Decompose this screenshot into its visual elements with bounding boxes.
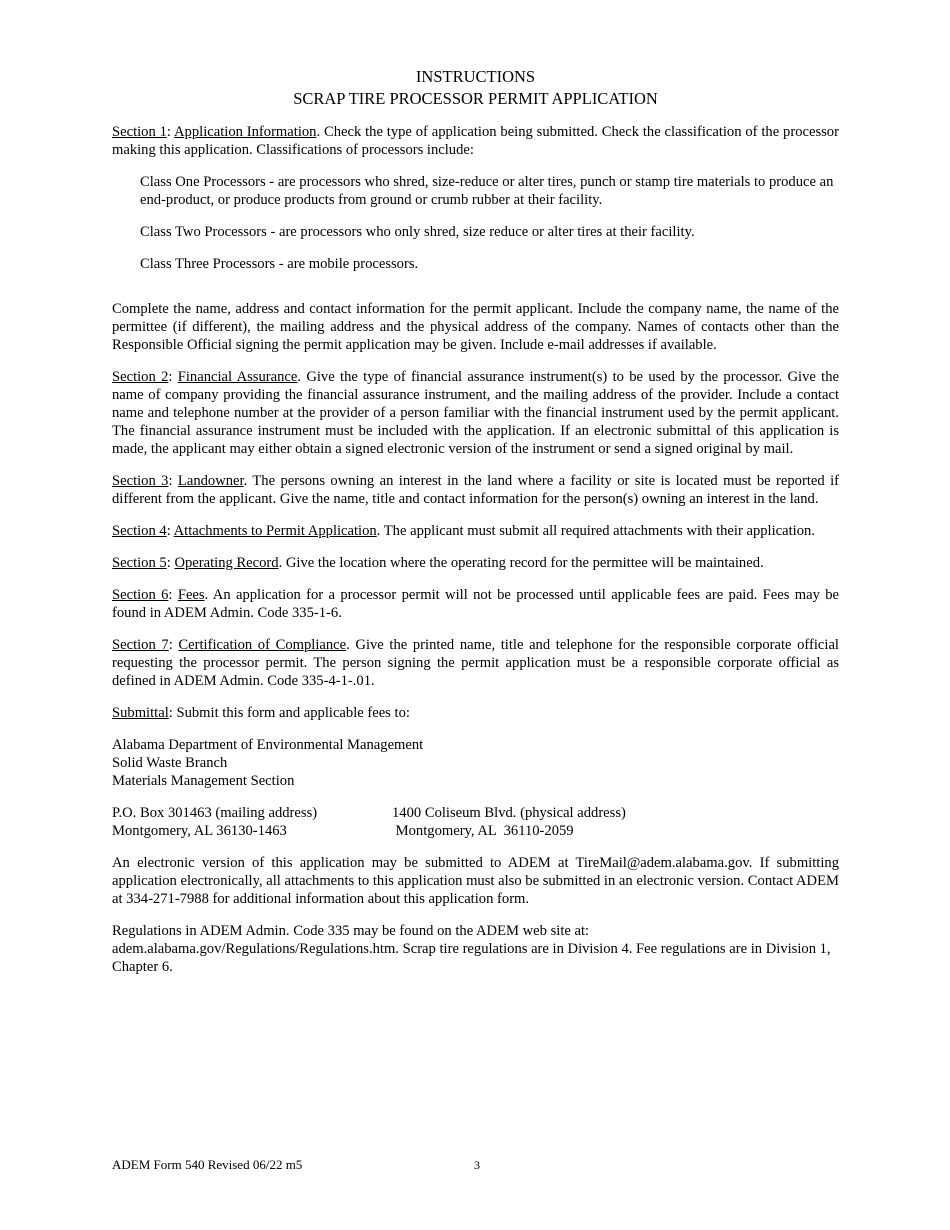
section-6-text: . An application for a processor permit will not be processed until applicable fees are paid. Fees may be found in ADEM Admin. Code 335-1-6.	[112, 587, 839, 621]
class-one-description: Class One Processors - are processors who shred, size-reduce or alter tires, punch or stamp tire materials to produce an end-product, or produce products from ground or crumb rubber at their facility.	[140, 174, 834, 208]
physical-address-line-2: Montgomery, AL 36110-2059	[392, 823, 574, 839]
contact-info-paragraph: Complete the name, address and contact information for the permit applicant. Include the company name, the name of the permittee (if different), the mailing address and the physical address of the company. Names of contacts other than the Responsible Official signing the permit application may be given. Include e-mail addresses if available.	[112, 301, 839, 353]
section-7-label: Section 7	[112, 637, 169, 653]
page-number: 3	[474, 1158, 480, 1172]
section-1-paragraph: Section 1: Application Information. Check the type of application being submitted. Check the classification of the processor making this application. Classifications of processors include:	[112, 124, 839, 158]
mailing-address-line-1: P.O. Box 301463 (mailing address)	[112, 805, 318, 821]
section-1-text: . Check the type of application being submitted. Check the classification of the processor making this application. Classifications of processors include:	[112, 124, 839, 158]
title-line-2: SCRAP TIRE PROCESSOR PERMIT APPLICATION	[293, 89, 658, 108]
section-5-text: . Give the location where the operating record for the permittee will be maintained.	[278, 555, 764, 571]
agency-line-1: Alabama Department of Environmental Management	[112, 737, 424, 753]
section-4-paragraph: Section 4: Attachments to Permit Application. The applicant must submit all required attachments with their application.	[112, 523, 815, 539]
section-5-paragraph: Section 5: Operating Record. Give the location where the operating record for the permittee will be maintained.	[112, 555, 764, 571]
section-2-label: Section 2	[112, 369, 169, 385]
section-3-paragraph: Section 3: Landowner. The persons owning an interest in the land where a facility or site is located must be reported if different from the applicant. Give the name, title and contact information for the person(s) owning an interest in the land.	[112, 473, 839, 507]
section-2-heading: Financial Assurance	[177, 369, 298, 385]
section-1-label: Section 1	[112, 124, 167, 140]
form-footer: ADEM Form 540 Revised 06/22 m5	[112, 1157, 303, 1172]
section-5-heading: Operating Record	[174, 555, 279, 571]
section-3-text: . The persons owning an interest in the land where a facility or site is located must be reported if different from the applicant. Give the name, title and contact information for the person(s) owning an interest in the land.	[112, 473, 839, 507]
physical-address-line-1: 1400 Coliseum Blvd. (physical address)	[392, 805, 626, 821]
section-4-heading: Attachments to Permit Application	[173, 523, 377, 539]
submittal-label: Submittal	[112, 705, 169, 721]
agency-address	[112, 736, 839, 790]
document-body	[112, 66, 839, 976]
section-5-label: Section 5	[112, 555, 167, 571]
section-2-paragraph: Section 2: Financial Assurance. Give the type of financial assurance instrument(s) to be used by the processor. Give the name of company providing the financial assurance instrument, and the mailing address of the provider. Include a contact name and telephone number at the provider of a person familiar with the financial instrument used by the permit applicant. The financial assurance instrument must be included with the application. If an electronic submittal of this application is made, the applicant may either obtain a signed electronic version of the instrument or send a signed original by mail.	[112, 369, 840, 457]
agency-line-2: Solid Waste Branch	[112, 755, 228, 771]
section-4-label: Section 4	[112, 523, 167, 539]
regulations-line-2: adem.alabama.gov/Regulations/Regulations.htm. Scrap tire regulations are in Division 4. Fee regulations are in Division 1, Chapter 6.	[112, 941, 831, 975]
submittal-text: : Submit this form and applicable fees to:	[168, 705, 410, 721]
section-6-heading: Fees	[177, 587, 205, 603]
mailing-address-line-2: Montgomery, AL 36130-1463	[112, 823, 287, 839]
regulations-line-1: Regulations in ADEM Admin. Code 335 may be found on the ADEM web site at:	[112, 923, 590, 939]
section-2-text: . Give the type of financial assurance instrument(s) to be used by the processor. Give the name of company providing the financial assurance instrument, and the mailing address of the provider. Include a contact name and telephone number at the provider of a person familiar with the financial instrument used by the permit applicant. The financial assurance instrument must be included with the application. If an electronic submittal of this application is made, the applicant may either obtain a signed electronic version of the instrument or send a signed original by mail.	[112, 369, 840, 457]
submittal-paragraph	[112, 704, 839, 722]
regulations-paragraph	[112, 922, 839, 976]
page-title	[112, 66, 839, 110]
section-7-paragraph: Section 7: Certification of Compliance. Give the printed name, title and telephone for the responsible corporate official requesting the processor permit. The person signing the permit application must be a responsible corporate official as defined in ADEM Admin. Code 335-4-1-.01.	[112, 637, 839, 689]
section-1-heading: Application Information	[174, 124, 317, 140]
section-6-paragraph: Section 6: Fees. An application for a processor permit will not be processed until applicable fees are paid. Fees may be found in ADEM Admin. Code 335-1-6.	[112, 587, 839, 621]
section-7-text: . Give the printed name, title and telephone for the responsible corporate official requesting the processor permit. The person signing the permit application must be a responsible corporate official as defined in ADEM Admin. Code 335-4-1-.01.	[112, 637, 839, 689]
spacer	[112, 287, 839, 300]
section-3-heading: Landowner	[177, 473, 244, 489]
section-3-label: Section 3	[112, 473, 169, 489]
electronic-submittal-paragraph: An electronic version of this application may be submitted to ADEM at TireMail@adem.alabama.gov. If submitting application electronically, all attachments to this application must also be submitted in an electronic version. Contact ADEM at 334-271-7988 for additional information about this application form.	[112, 855, 839, 907]
section-6-label: Section 6	[112, 587, 169, 603]
agency-line-3: Materials Management Section	[112, 773, 295, 789]
class-two-description: Class Two Processors - are processors who only shred, size reduce or alter tires at their facility.	[140, 224, 695, 240]
address-columns	[112, 804, 839, 840]
title-line-1: INSTRUCTIONS	[415, 67, 536, 86]
section-7-heading: Certification of Compliance	[178, 637, 347, 653]
class-three-description: Class Three Processors - are mobile processors.	[140, 256, 419, 272]
section-4-text: . The applicant must submit all required attachments with their application.	[376, 523, 815, 539]
